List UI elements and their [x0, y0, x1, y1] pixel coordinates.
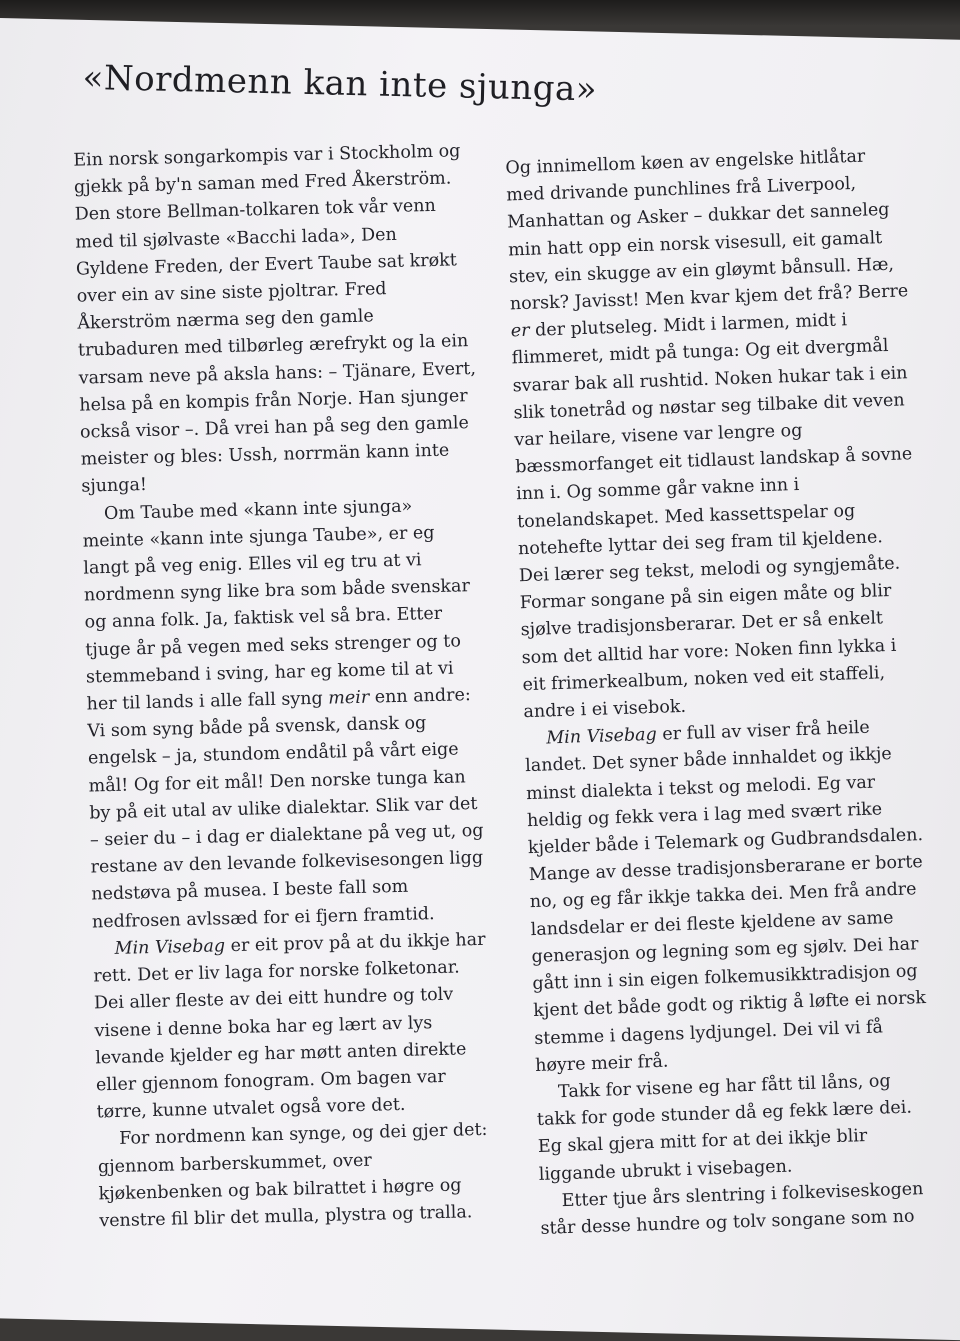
book-title: Min Visebag — [546, 725, 658, 749]
text-line: landet. Det syner både innhaldet og ikkje — [524, 744, 893, 777]
right-column — [505, 140, 960, 1243]
text-line: Dei lærer seg tekst, melodi og syngjemåte. — [518, 553, 901, 587]
text-line: Eg skal gjera mitt for at dei ikkje blir — [537, 1126, 868, 1158]
text-line: langt på veg enig. Elles vil eg tru at vi — [83, 550, 422, 579]
paragraph — [524, 711, 960, 1080]
paragraph — [536, 1065, 960, 1189]
text-line: Formar songane på sin eigen måte og blir — [519, 581, 892, 614]
text-line: visene i denne boka har eg lært av lys — [94, 1012, 433, 1041]
book-title: Min Visebag — [114, 936, 226, 959]
text-run: er eit prov på at du ikkje har — [224, 929, 486, 957]
text-line: nedfrosen avlssæd for ei fjern framtid. — [91, 903, 435, 933]
paragraph — [505, 140, 960, 726]
text-line: kjøkenbenken og bak bilrattet i høgre og — [98, 1175, 462, 1205]
text-run: enn andre: — [368, 685, 471, 708]
text-line: generasjon og legning som eg sjølv. Dei har — [531, 934, 919, 967]
text-line: tørre, kunne utvalet også vore det. — [96, 1094, 406, 1123]
text-line: står desse hundre og tolv songane som no — [540, 1206, 915, 1239]
text-line: rett. Det er liv laga for norske folketonar. — [93, 957, 460, 987]
text-line: min hatt opp ein norsk visesull, eit gamalt — [507, 227, 883, 261]
text-line: gjennom barberskummet, over — [97, 1150, 373, 1177]
text-line: levande kjelder eg har møtt anten direkte — [95, 1039, 467, 1069]
paragraph — [97, 1116, 520, 1235]
text-line: Etter tjue års slentring i folkeviseskogen — [561, 1178, 924, 1211]
text-line: takk for gode stunder då eg fekk lære dei. — [536, 1097, 913, 1131]
text-line: med til sjølvaste «Bacchi lada», Den — [75, 224, 398, 253]
text-line: eller gjennom fonogram. Om bagen var — [95, 1066, 446, 1096]
text-line: For nordmenn kan synge, og dei gjer det: — [119, 1120, 488, 1150]
text-line: Takk for visene eg har fått til låns, og — [557, 1071, 891, 1103]
text-line: Den store Bellman-tolkaren tok vår venn — [74, 196, 437, 226]
text-line: liggande ubrukt i visebagen. — [538, 1156, 793, 1185]
text-line: Mange av desse tradisjonsberarane er borte — [528, 852, 924, 886]
text-line: kjelder både i Telemark og Gudbrandsdalen. — [527, 825, 924, 859]
text-line: som det alltid har vore: Noken finn lykka i — [521, 635, 897, 668]
text-line: sjølve tradisjonsberarar. Det er så enkelt — [520, 608, 884, 641]
text-line: Om Taube med «kann inte sjunga» — [103, 496, 413, 524]
text-line: nordmenn syng like bra som både svenskar — [83, 576, 471, 606]
text-line: – seier du – i dag er dialektane på veg ut, og — [89, 820, 484, 851]
text-line: var heilare, visene var lengre og — [514, 420, 803, 451]
paragraph — [92, 926, 517, 1127]
text-line: minst dialekta i tekst og melodi. Eg var — [525, 772, 876, 804]
text-line: sjunga! — [81, 475, 148, 498]
emphasis: meir — [328, 687, 370, 709]
book-page — [0, 18, 960, 1341]
text-line: Ein norsk songarkompis var i Stockholm og — [73, 141, 461, 171]
text-line: kjent det både godt og riktig å løfte ei norsk — [533, 988, 927, 1022]
text-line: flimmeret, midt på tunga: Og eit dvergmål — [511, 336, 889, 369]
text-line: tjuge år på vegen med seks strenger og to — [85, 631, 462, 661]
paragraph — [82, 491, 513, 936]
text-line: med drivande punchlines frå Liverpool, — [506, 174, 857, 206]
text-line: høyre meir frå. — [534, 1051, 669, 1076]
text-line: varsam neve på aksla hans: – Tjänare, Evert, — [78, 358, 477, 389]
text-line: nedstøva på musea. I beste fall som — [91, 877, 409, 905]
text-line: också visor –. Då vrei han på seg den gamle — [79, 413, 470, 443]
text-line: by på eit utal av ulike dialektar. Slik var det — [89, 793, 478, 824]
page-title: «Nordmenn kan inte sjunga» — [82, 57, 598, 110]
text-line: meister og bles: Ussh, norrmän kann inte — [80, 440, 450, 470]
text-line: meinte «kann inte sjunga Taube», er eg — [82, 522, 435, 552]
text-line: eit frimerkealbum, noken ved eit staffeli, — [522, 663, 886, 696]
text-line: bæssmorfanget eit tidlaust landskap å sovne — [515, 444, 913, 478]
text-line: norsk? Javisst! Men kvar kjem det frå? Berre — [509, 281, 909, 315]
text-line: restane av den levande folkevisesongen ligg — [90, 848, 484, 878]
text-line: no, og eg får ikkje takka dei. Men frå andre — [529, 879, 917, 913]
text-line: gått inn i sin eigen folkemusikktradisjon og — [532, 961, 918, 995]
text-line: notehefte lyttar dei seg fram til kjeldene. — [517, 527, 884, 560]
left-column — [73, 137, 519, 1235]
text-line: Gyldene Freden, der Evert Taube sat krøkt — [75, 250, 457, 280]
text-line: trubaduren med tilbørleg ærefrykt og la ein — [77, 331, 469, 362]
text-line: stemmeband i sving, har eg kome til at vi — [85, 658, 454, 688]
text-run: der plutseleg. Midt i larmen, midt i — [529, 310, 848, 341]
text-line: helsa på en kompis från Norje. Han sjunger — [79, 385, 468, 416]
text-line: Vi som syng både på svensk, dansk og — [87, 713, 427, 742]
text-run: er full av viser frå heile — [656, 717, 870, 746]
text-line: svarar bak all rushtid. Noken hukar tak i ein — [512, 362, 908, 396]
text-line: tonelandskapet. Med kassettspelar og — [516, 500, 856, 532]
text-line: stemme i dagens lydjungel. Dei vil vi få — [533, 1016, 884, 1049]
text-line: over ein av sine siste pjoltrar. Fred — [76, 279, 387, 307]
text-line: gjekk på by'n saman med Fred Åkerström. — [73, 168, 452, 198]
text-line: venstre fil blir det mulla, plystra og tralla. — [99, 1202, 473, 1232]
text-line: heldig og fekk vera i lag med svært rike — [526, 799, 883, 831]
text-line: Dei aller fleste av dei eitt hundre og tolv — [93, 984, 454, 1014]
text-line: mål! Og for eit mål! Den norske tunga kan — [88, 766, 466, 797]
text-line: stev, ein skugge av ein gløymt bånsull. Hæ, — [508, 254, 895, 288]
text-line: slik tonetråd og nøstar seg tilbake dit veven — [513, 390, 905, 424]
text-line: Åkerström nærma seg den gamle — [77, 306, 374, 334]
text-line: andre i ei visebok. — [523, 696, 687, 723]
text-line: landsdelar er dei fleste kjeldene av same — [530, 907, 894, 940]
text-line: Og innimellom køen av engelske hitlåtar — [505, 146, 866, 179]
text-line: inn i. Og somme går vakne inn i — [515, 475, 800, 505]
emphasis: er — [510, 320, 530, 342]
text-line: engelsk – ja, stundom endåtil på vårt eige — [87, 739, 459, 769]
text-line: og anna folk. Ja, faktisk vel så bra. Etter — [84, 604, 443, 633]
text-run: her til lands i alle fall syng — [86, 688, 329, 715]
text-line: Manhattan og Asker – dukkar det sanneleg — [506, 200, 890, 233]
paragraph — [73, 137, 502, 501]
